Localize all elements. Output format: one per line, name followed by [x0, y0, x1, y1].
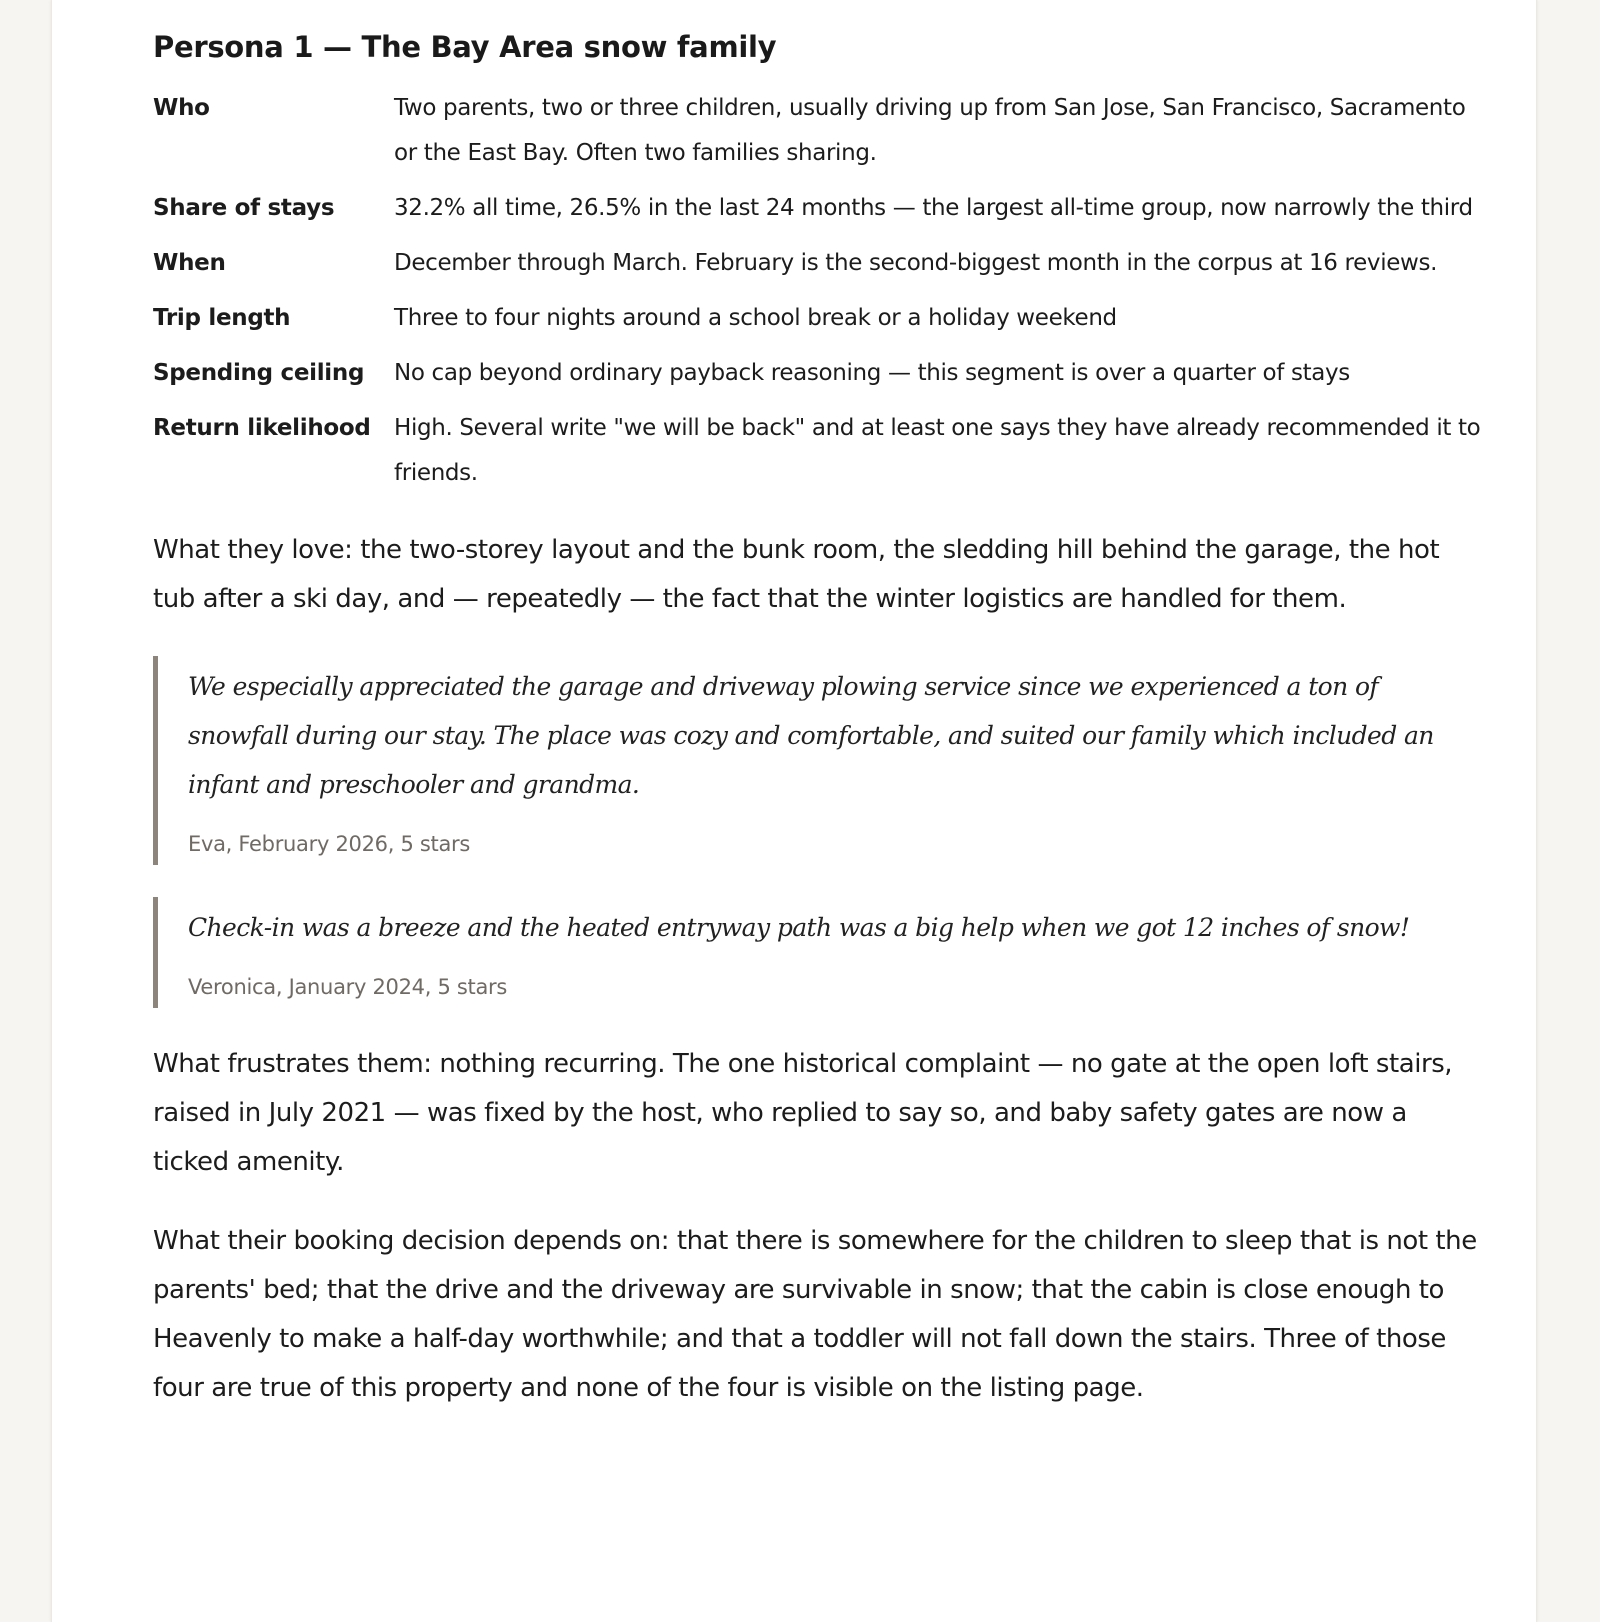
- quote-attribution: Veronica, January 2024, 5 stars: [188, 975, 508, 999]
- quote-text: We especially appreciated the garage and driveway plowing service since we experienced a ton of snowfall during our stay. The place was cozy and comfortable, and suited our family which included an infant and preschooler and grandma.: [188, 672, 1434, 799]
- quote-attribution: Eva, February 2026, 5 stars: [188, 832, 470, 856]
- fact-value-when: December through March. February is the second-biggest month in the corpus at 16 reviews.: [394, 250, 1438, 276]
- fact-label-trip-length: Trip length: [153, 305, 291, 331]
- decision-paragraph: What their booking decision depends on: that there is somewhere for the children to sleep that is not the parents' bed; that the drive and the driveway are survivable in snow; that the cabin is close enough to Heavenly to make a half-day worthwhile; and that a toddler will not fall down the stairs. Three of those four are true of this property and none of the four is visible on the listing page.: [153, 1226, 1477, 1403]
- fact-label-who: Who: [153, 95, 210, 121]
- fact-label-when: When: [153, 250, 226, 276]
- document-page: [51, 0, 1537, 1622]
- persona-section: [153, 26, 1483, 1413]
- fact-label-return-likelihood: Return likelihood: [153, 415, 371, 441]
- fact-value-share-of-stays: 32.2% all time, 26.5% in the last 24 months — the largest all-time group, now narrowly the third: [394, 195, 1473, 221]
- review-quote: [153, 897, 1483, 1008]
- quote-text: Check-in was a breeze and the heated entryway path was a big help when we got 12 inches of snow!: [188, 913, 1410, 942]
- fact-value-return-likelihood: High. Several write "we will be back" and at least one says they have already recommended it to friends.: [394, 415, 1481, 486]
- love-paragraph: What they love: the two-storey layout and the bunk room, the sledding hill behind the garage, the hot tub after a ski day, and — repeatedly — the fact that the winter logistics are handled for them.: [153, 535, 1440, 614]
- frustrations-paragraph: What frustrates them: nothing recurring. The one historical complaint — no gate at the open loft stairs, raised in July 2021 — was fixed by the host, who replied to say so, and baby safety gates are now a ticked amenity.: [153, 1049, 1453, 1177]
- fact-value-spending-ceiling: No cap beyond ordinary payback reasoning — this segment is over a quarter of stays: [394, 360, 1350, 386]
- persona-facts-table: [153, 86, 1483, 496]
- fact-label-spending-ceiling: Spending ceiling: [153, 360, 365, 386]
- fact-value-who: Two parents, two or three children, usually driving up from San Jose, San Francisco, Sacramento or the East Bay. Often two families sharing.: [394, 95, 1466, 166]
- review-quote: [153, 656, 1483, 865]
- fact-value-trip-length: Three to four nights around a school break or a holiday weekend: [394, 305, 1117, 331]
- persona-heading: Persona 1 — The Bay Area snow family: [153, 30, 777, 64]
- fact-label-share-of-stays: Share of stays: [153, 195, 335, 221]
